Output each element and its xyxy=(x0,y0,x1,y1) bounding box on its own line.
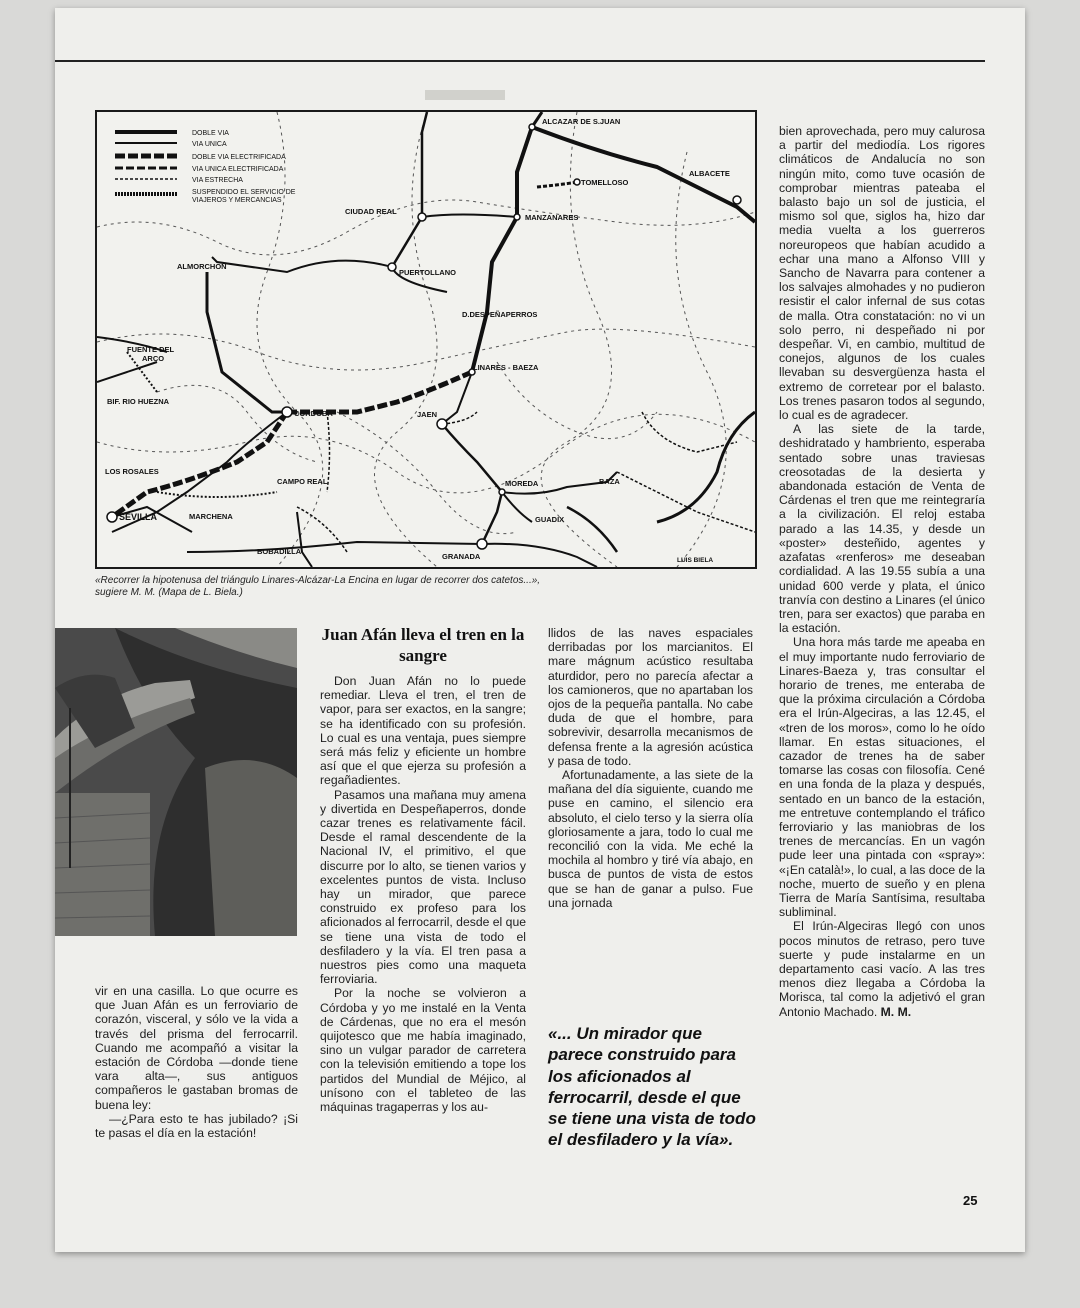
map-label-cordoba: CORDOBA xyxy=(294,409,333,418)
top-rule xyxy=(55,60,985,62)
map-label-guadix: GUADIX xyxy=(535,515,565,524)
col4-paragraph-4 xyxy=(779,919,985,1018)
col4-paragraph-1: bien aprovechada, pero muy calurosa a partir del mediodía. Los rigores climáticos de Andalucía no son ningún mito, como tuve ocasión de comprobar mientras pateaba el balasto bajo un sol de justicia, el mismo sol que, siglos ha, hizo dar media vuelta a los guerreros noreuropeos que habían acudido a echar una mano a Alfonso VIII y Sancho de Navarra para contener a los salvajes almohades y no pudieron resistir el calor infernal de sus cotas de malla. Otra constatación: no vi un solo perro, ni despeñado ni por despeñar. Vi, en cambio, multitud de conejos, algunos de los cuales llevaban su desvergüenza hasta el extremo de corretear por el balasto. Los trenes pasaron todos al segundo, lo cual es de agradecer. xyxy=(779,124,985,423)
railway-map-svg xyxy=(97,112,755,567)
map-label-moreda: MOREDA xyxy=(505,479,539,488)
map-credit: LUIS BIELA xyxy=(677,557,714,564)
railway-map xyxy=(95,110,757,569)
legend-via-estrecha: VIA ESTRECHA xyxy=(192,177,243,184)
map-label-bobadilla: BOBADILLA xyxy=(257,547,302,556)
magazine-page xyxy=(55,8,1025,1252)
city-markers xyxy=(107,124,741,549)
map-label-baza: BAZA xyxy=(599,477,620,486)
column-4 xyxy=(779,124,985,1019)
column-1 xyxy=(95,984,298,1140)
column-3 xyxy=(548,626,753,910)
col1-paragraph-1: vir en una casilla. Lo que ocurre es que Juan Afán es un ferroviario de corazón, visceral, y sólo ve la vida a través del prisma del ferrocarril. Cuando me acompañó a visitar la estación de Córdoba —donde tiene vara alta—, sus antiguos compañeros le gastaban bromas de buena ley: xyxy=(95,984,298,1112)
col4-paragraph-4-text: El Irún-Algeciras llegó con unos pocos minutos de retraso, pero tuve suerte y pude instalarme en un departamento casi vacío. A las tres menos diez llegaba a Córdoba la Morisca, tal como la adjetivó el gran Antonio Machado. xyxy=(779,919,985,1019)
column-2 xyxy=(320,624,526,1114)
col4-paragraph-2: A las siete de la tarde, deshidratado y hambriento, esperaba sentado sobre unas traviesas creosotadas de la desierta y abandonada estación de Venta de Cárdenas el tren que me reintegraría a la civilización. El reloj estaba parado a las 14.35, y desde un «poster» desteñido, agentes y azafatas «renferos» me deseaban cordialidad. A las 19.55 subía a una unidad 600 verde y plata, el único tranvía con destino a Linares (el único tren, para ser exactos) que paraba en la estación. xyxy=(779,422,985,636)
map-label-campo-real: CAMPO REAL xyxy=(277,477,328,486)
col1-paragraph-2: —¿Para esto te has jubilado? ¡Si te pasas el día en la estación! xyxy=(95,1111,298,1141)
bleed-through-mark xyxy=(425,90,505,100)
legend-doble-via: DOBLE VIA xyxy=(192,130,229,137)
map-label-manzanares: MANZANARES xyxy=(525,213,579,222)
col3-paragraph-1: llidos de las naves espaciales derribadas por los marcianitos. El mare mágnum acústico resultaba aturdidor, pero no parecía afectar a los camioneros, que no apartaban los ojos de la pequeña pantalla. No cabe duda de que el hombre, para sobrevivir, desarrolla mecanismos de defensa frente a la agresión acústica y pasa de todo. xyxy=(548,626,753,768)
map-label-tomelloso: TOMELLOSO xyxy=(581,178,629,187)
author-signature: M. M. xyxy=(880,1004,912,1019)
map-caption-line-2: sugiere M. M. (Mapa de L. Biela.) xyxy=(95,587,243,598)
article-headline: Juan Afán lleva el tren en la sangre xyxy=(321,625,525,665)
map-label-fuente-arco-2: ARCO xyxy=(142,354,165,363)
legend-doble-electrificada: DOBLE VIA ELECTRIFICADA xyxy=(192,154,286,161)
map-caption-line-1: «Recorrer la hipotenusa del triángulo Linares-Alcázar-La Encina en lugar de recorrer dos catetos...», xyxy=(95,575,541,586)
legend-unica-electrificada: VIA UNICA ELECTRIFICADA xyxy=(192,166,284,173)
map-label-almorchon: ALMORCHON xyxy=(177,262,227,271)
map-label-ciudad-real: CIUDAD REAL xyxy=(345,207,397,216)
legend-suspendido: SUSPENDIDO EL SERVICIO DE xyxy=(192,189,296,196)
map-label-marchena: MARCHENA xyxy=(189,512,233,521)
map-label-bif-huezna: BIF. RIO HUEZNA xyxy=(107,397,170,406)
train-photo xyxy=(55,628,297,936)
col4-paragraph-3: Una hora más tarde me apeaba en el muy importante nudo ferroviario de Linares-Baeza y, tras consultar el horario de trenes, me enteraba de que la próxima circulación a Córdoba era el Irún-Algeciras, a las 12.45, el «tren de los moros», como lo he oído llamar. En estas situaciones, el cazador de trenes ha de saber tomarse las cosas con filosofía. Cené en una fonda de la plaza y después, sentado en un banco de la estación, me entretuve contemplando el tráfico ferroviario y las maniobras de los trenes de mercancías. En un vagón pude leer una pintada con «spray»: «¡En català!», lo cual, a las doce de la noche, muerto de sueño y en plena Tierra de María Santísima, resultaba subliminal. xyxy=(779,635,985,920)
map-label-los-rosales: LOS ROSALES xyxy=(105,467,159,476)
map-label-granada: GRANADA xyxy=(442,552,481,561)
col2-paragraph-2: Pasamos una mañana muy amena y divertida en Despeñaperros, donde cazar trenes es relativamente fácil. Desde el ramal descendente de la Nacional IV, el primitivo, el que discurre por lo alto, se tienen varios y excelentes puntos de vista. Incluso hay un mirador, que parece construido ex profeso para los aficionados al ferrocarril, desde el que se tiene una vista de todo el desfiladero y la vía. El tren pasa a nuestros pies como una maqueta ferroviaria. xyxy=(320,787,526,987)
map-label-jaen: JAEN xyxy=(417,410,438,419)
map-label-fuente-arco: FUENTE DEL xyxy=(127,345,175,354)
col2-paragraph-1: Don Juan Afán no lo puede remediar. Lleva el tren, el tren de vapor, para ser exactos, en la sangre; se ha identificado con su profesión. Lo cual es una ventaja, pues siempre será más feliz y eficiente un hombre así que el que ejerza su profesión a regañadientes. xyxy=(320,674,526,788)
legend-suspendido-2: VIAJEROS Y MERCANCIAS xyxy=(192,197,282,204)
map-label-linares: LINARES - BAEZA xyxy=(473,363,539,372)
map-label-puertollano: PUERTOLLANO xyxy=(399,268,456,277)
map-label-albacete: ALBACETE xyxy=(689,169,730,178)
legend-via-unica: VIA UNICA xyxy=(192,141,227,148)
map-label-despenaperros: D.DESPEÑAPERROS xyxy=(462,310,538,319)
map-label-sevilla: SEVILLA xyxy=(119,512,158,522)
page-number: 25 xyxy=(963,1193,978,1208)
pull-quote: «... Un mirador que parece construido para los aficionados al ferrocarril, desde el que se tiene una vista de todo el desfiladero y la vía». xyxy=(548,1024,756,1150)
col2-paragraph-3: Por la noche se volvieron a Córdoba y yo me instalé en la Venta de Cárdenas, que no era el mesón quijotesco que me había imaginado, sino un vulgar parador de carretera con la televisión emitiendo a tope los partidos del Mundial de Méjico, al unísono con el tableteo de las máquinas tragaperras y los au- xyxy=(320,986,526,1115)
map-caption xyxy=(95,575,695,599)
train-photo-svg xyxy=(55,628,297,936)
col3-paragraph-2: Afortunadamente, a las siete de la mañana del día siguiente, cuando me puse en camino, el silencio era absoluto, el cielo terso y la sierra olía gloriosamente a jara, todo lo cual me reconcilió con la vida. Me eché la mochila al hombro y tiré vía abajo, en busca de puntos de vista de estos que se han de ganar a pulso. Fue una jornada xyxy=(548,768,753,910)
map-legend xyxy=(115,130,296,204)
map-label-alcazar: ALCAZAR DE S.JUAN xyxy=(542,117,621,126)
